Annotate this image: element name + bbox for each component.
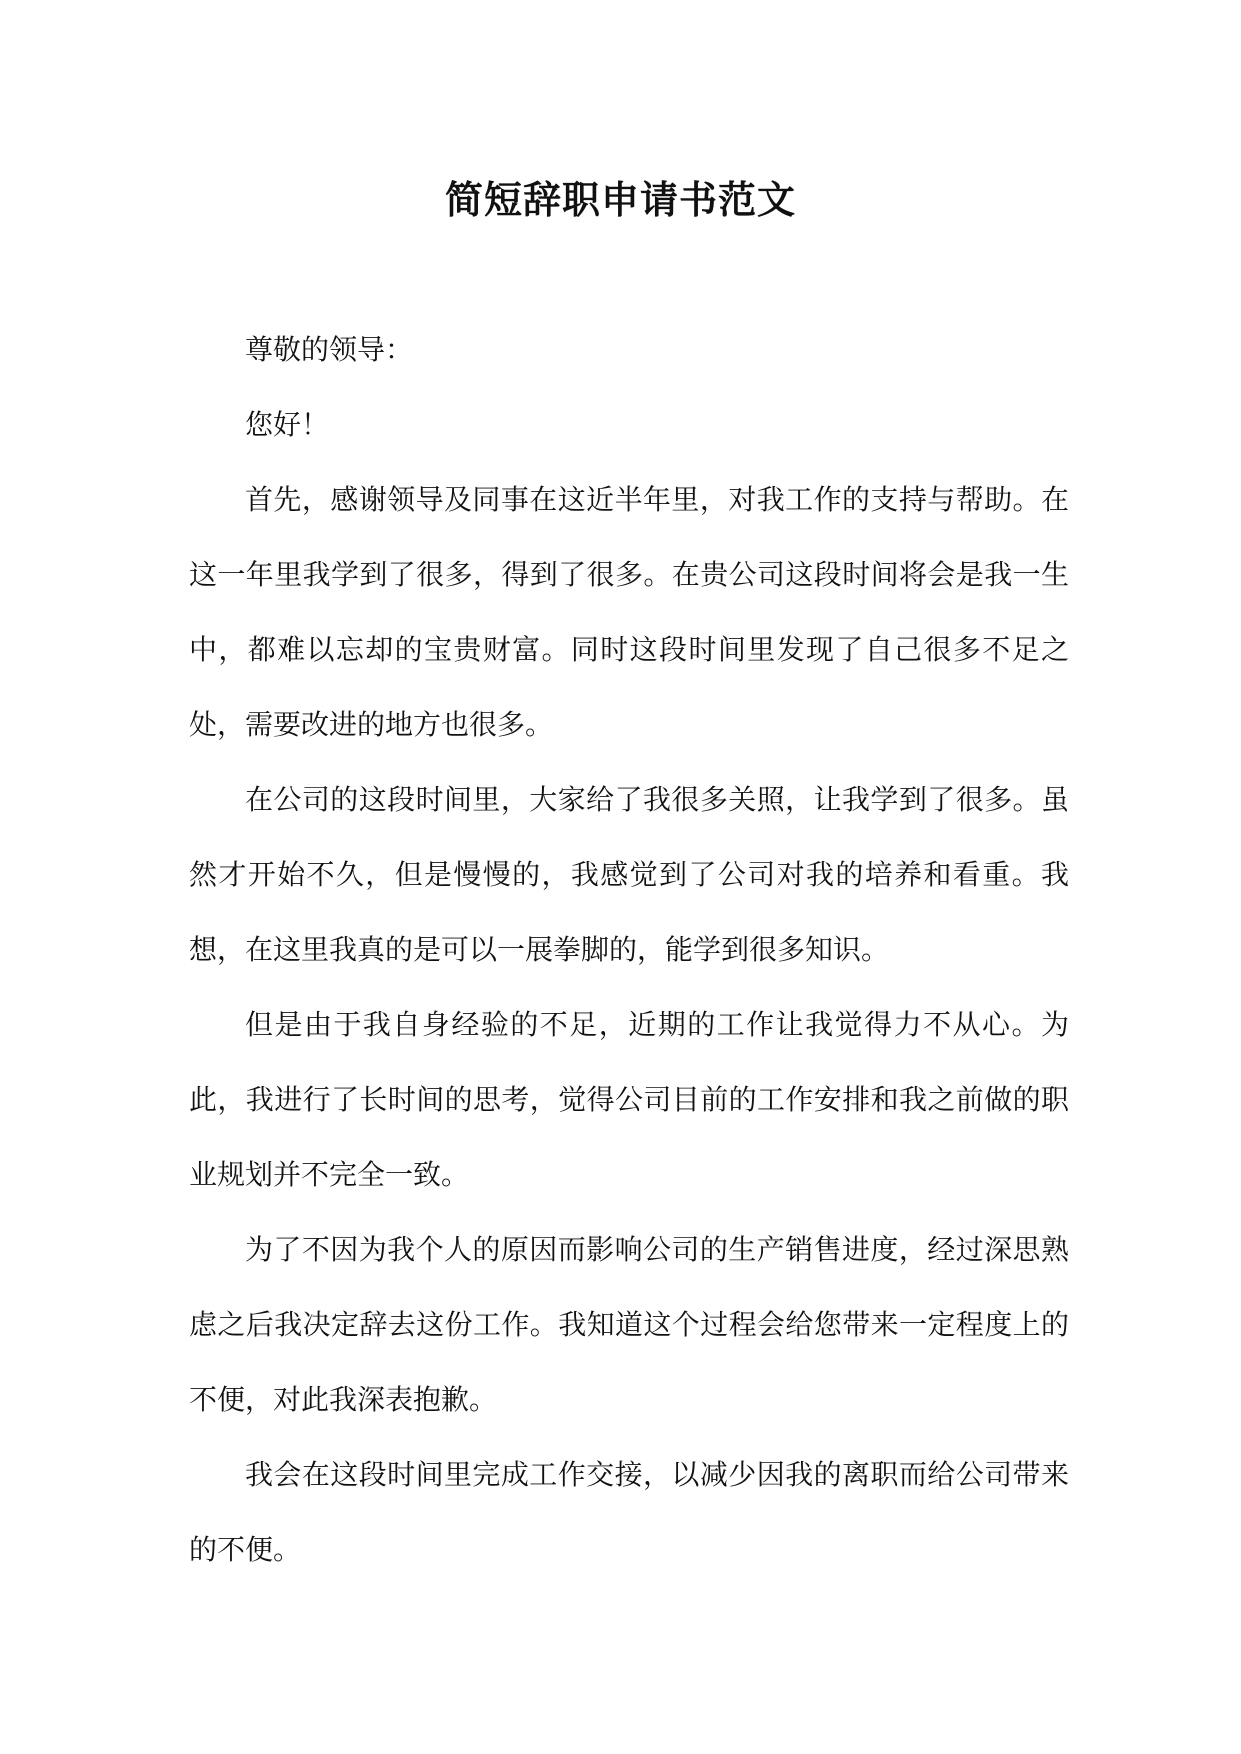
salutation: 尊敬的领导： [245, 333, 414, 366]
paragraph-3: 但是由于我自身经验的不足，近期的工作让我觉得力不从心。为此，我进行了长时间的思考，觉得公司目前的工作安排和我之前做的职业规划并不完全一致。 [189, 1008, 1069, 1191]
paragraph-1: 首先，感谢领导及同事在这近半年里，对我工作的支持与帮助。在这一年里我学到了很多，得到了很多。在贵公司这段时间将会是我一生中，都难以忘却的宝贵财富。同时这段时间里发现了自己很多不足之处，需要改进的地方也很多。 [189, 483, 1069, 741]
letter-body [189, 312, 1069, 1587]
document-title: 简短辞职申请书范文 [444, 177, 796, 222]
greeting: 您好！ [245, 408, 330, 441]
paragraph-4: 为了不因为我个人的原因而影响公司的生产销售进度，经过深思熟虑之后我决定辞去这份工作。我知道这个过程会给您带来一定程度上的不便，对此我深表抱歉。 [189, 1233, 1069, 1416]
paragraph-2: 在公司的这段时间里，大家给了我很多关照，让我学到了很多。虽然才开始不久，但是慢慢的，我感觉到了公司对我的培养和看重。我想，在这里我真的是可以一展拳脚的，能学到很多知识。 [189, 783, 1069, 966]
paragraph-5: 我会在这段时间里完成工作交接，以减少因我的离职而给公司带来的不便。 [189, 1458, 1069, 1566]
